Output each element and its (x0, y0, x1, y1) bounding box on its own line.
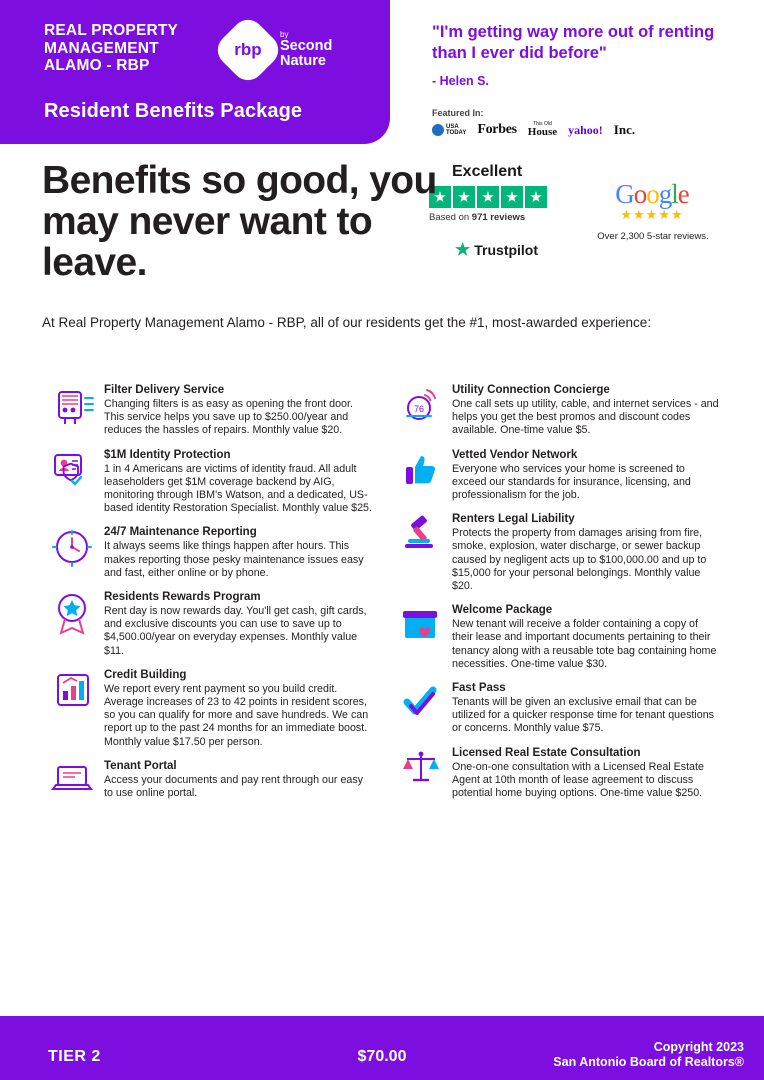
benefit-text: Access your documents and pay rent through our easy to use online portal. (104, 773, 364, 800)
benefit-body (452, 447, 720, 503)
star-icon: ★ (477, 186, 499, 208)
benefit-body (104, 447, 372, 516)
footer-copyright-line1: Copyright 2023 (653, 1040, 744, 1054)
google-stars: ★★★★★ (620, 207, 684, 222)
star-icon: ★ (453, 186, 475, 208)
testimonial-quote: "I'm getting way more out of renting than I ever did before" (432, 23, 715, 62)
trustpilot-based-prefix: Based on (429, 212, 472, 223)
utility-connection-icon (390, 382, 452, 430)
trustpilot-logo (455, 240, 538, 260)
usa-today-logo (432, 124, 466, 136)
benefit-body (452, 745, 720, 801)
benefit-text: Rent day is now rewards day. You'll get cash, gift cards, and exclusive discounts you can use to save up to $4,500.00/year on everyday expenses. Monthly value $11. (104, 605, 367, 657)
company-name (44, 22, 178, 75)
tenant-portal-laptop-icon (42, 758, 104, 806)
benefit-title: Vetted Vendor Network (452, 448, 578, 461)
header-banner (0, 0, 390, 144)
benefit-body (452, 382, 720, 438)
inc-logo: Inc. (613, 122, 636, 137)
benefit-text: Everyone who services your home is screened to exceed our standards for insurance, licensing, and professionalism for the job. (452, 462, 691, 502)
google-wordmark: Google (615, 179, 689, 209)
trustpilot-rating-word: Excellent (452, 163, 523, 180)
trustpilot-count-value: 971 reviews (471, 212, 526, 223)
benefit-text: New tenant will receive a folder containing a copy of their lease and important documents pertaining to their tenancy along with a reusable tote bag containing home necessities. One-time value $30. (452, 618, 717, 670)
benefit-text: We report every rent payment so you build credit. Average increases of 23 to 42 points in resident scores, so you can qualify for more and save hundreds. We can report up to the past 24 months for an immediate boost. Monthly value $17.50 per person. (104, 682, 369, 748)
rewards-badge-icon (42, 589, 104, 637)
benefit-title: Residents Rewards Program (104, 591, 261, 604)
benefit-body (104, 667, 372, 749)
benefit-text: Tenants will be given an exclusive email that can be utilized for a quicker response time for tenant questions or concerns. Monthly value $75. (452, 696, 714, 735)
this-old-house-top: This Old (533, 121, 552, 127)
trustpilot-review-count (429, 212, 525, 223)
footer-copyright-line2: San Antonio Board of Realtors® (553, 1055, 744, 1069)
benefit-title: Tenant Portal (104, 759, 177, 772)
second-nature-wordmark (280, 30, 358, 69)
star-icon: ★ (525, 186, 547, 208)
headline: Benefits so good, you may never want to leave. (42, 159, 437, 284)
welcome-package-box-icon (390, 602, 452, 650)
benefit-title: Fast Pass (452, 682, 506, 695)
benefit-body (452, 602, 720, 671)
benefit-title: Utility Connection Concierge (452, 384, 610, 396)
benefit-item (42, 447, 372, 516)
this-old-house-logo (528, 122, 557, 138)
star-icon: ★ (429, 186, 451, 208)
this-old-house-bottom: House (527, 126, 558, 138)
footer-tier-label: TIER 2 (48, 1048, 101, 1065)
page-title: Resident Benefits Package (44, 100, 303, 122)
rbp-logo-mark: rbp (234, 40, 262, 59)
second-nature-by: by (280, 30, 289, 39)
benefit-body (452, 680, 720, 736)
benefit-body (104, 524, 372, 580)
vetted-vendor-thumbsup-icon (390, 447, 452, 495)
yahoo-logo: yahoo! (568, 122, 603, 137)
renters-legal-gavel-icon (390, 511, 452, 559)
svg-text:76: 76 (413, 404, 425, 414)
real-estate-scales-icon (390, 745, 452, 793)
benefit-text: One call sets up utility, cable, and internet services - and helps you get the best promos and discount codes available. One-time value $5. (452, 398, 719, 437)
intro-paragraph: At Real Property Management Alamo - RBP, all of our residents get the #1, most-awarded experience: (42, 315, 652, 330)
filter-delivery-icon (42, 382, 104, 430)
benefit-item (42, 667, 372, 749)
benefit-item (390, 447, 720, 503)
benefit-body (452, 511, 720, 593)
benefit-item (390, 680, 720, 736)
benefit-title: $1M Identity Protection (104, 448, 231, 461)
trustpilot-star-icon: ★ (455, 240, 471, 259)
benefit-item (390, 511, 720, 593)
company-name-line1: REAL PROPERTY (44, 22, 179, 39)
footer-price: $70.00 (357, 1048, 407, 1065)
fast-pass-check-icon (390, 680, 452, 728)
benefit-title: Credit Building (104, 668, 187, 681)
benefit-text: Protects the property from damages arising from fire, smoke, explosion, water discharge, or sewer backup caused by negligent acts up to $100,000.00 and up to $15,000 for your personal belongings. Monthly value $20. (452, 527, 707, 593)
forbes-logo: Forbes (477, 122, 517, 137)
google-reviews-logo (592, 180, 712, 222)
benefit-title: Licensed Real Estate Consultation (452, 746, 641, 759)
trustpilot-name: Trustpilot (474, 242, 539, 258)
rbp-second-nature-logo (222, 22, 358, 78)
benefit-item (390, 382, 720, 438)
second-nature-name: Second Nature (280, 38, 333, 69)
benefit-item (42, 524, 372, 580)
benefits-column-left (42, 382, 372, 815)
benefit-body (104, 758, 372, 806)
company-name-line3: ALAMO - RBP (44, 57, 150, 74)
star-icon: ★ (501, 186, 523, 208)
benefit-text: One-on-one consultation with a Licensed Real Estate Agent at 10th month of lease agreement to discuss potential home buying options. One-time value $250. (452, 760, 704, 800)
benefits-column-right (390, 382, 720, 809)
benefit-item (42, 758, 372, 806)
benefit-title: Renters Legal Liability (452, 513, 575, 526)
benefit-title: 24/7 Maintenance Reporting (104, 526, 257, 539)
maintenance-clock-icon (42, 524, 104, 572)
footer-stripe (0, 1016, 764, 1026)
benefit-title: Filter Delivery Service (104, 384, 225, 396)
testimonial-attribution: - Helen S. (432, 74, 489, 88)
benefit-item (390, 602, 720, 671)
benefit-item (42, 382, 372, 438)
benefit-text: 1 in 4 Americans are victims of identity fraud. All adult leaseholders get $1M coverage backend by AIG, monitoring through IBM's Watson, and a dedicated, US-based identity Restoration Specialist. Monthly value $25. (104, 462, 372, 515)
benefit-body (104, 382, 372, 438)
benefit-text: It always seems like things happen after hours. This makes reporting those pesky maintenance issues easy and fast, either online or by phone. (104, 540, 364, 579)
usa-today-dot-icon (432, 124, 444, 136)
benefit-item (42, 589, 372, 658)
credit-building-chart-icon (42, 667, 104, 715)
identity-protection-icon (42, 447, 104, 495)
featured-in-label: Featured In: (432, 108, 484, 118)
benefit-title: Welcome Package (452, 604, 553, 617)
usa-today-text: USA TODAY (446, 124, 467, 136)
benefit-item (390, 745, 720, 801)
benefit-text: Changing filters is as easy as opening the front door. This service helps you save up to $250.00/year and reduces the hassles of repairs. Monthly value $20. (104, 398, 353, 437)
google-review-count: Over 2,300 5-star reviews. (597, 231, 709, 242)
footer-copyright (553, 1040, 744, 1070)
benefit-body (104, 589, 372, 658)
featured-logos-row (432, 120, 732, 140)
company-name-line2: MANAGEMENT (44, 39, 159, 57)
trustpilot-stars (429, 186, 547, 208)
